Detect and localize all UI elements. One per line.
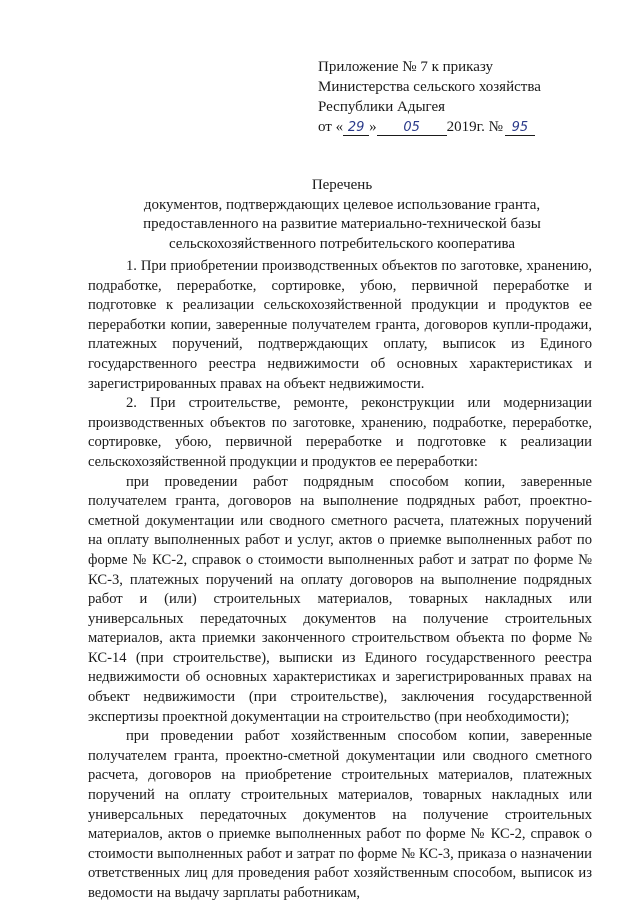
paragraph-2: 2. При строительстве, ремонте, реконструкции или модернизации производственных объектов по заготовке, хранению, подработке, переработке, сортировке, убою, первичной переработке и подготовке к реализации сельскохозяйственной продукции и продуктов ее переработки: [88, 395, 592, 470]
order-date-line [318, 117, 618, 137]
title-line-3: сельскохозяйственного потребительского кооператива [168, 235, 516, 252]
paragraph-contract-method: при проведении работ подрядным способом копии, заверенные получателем гранта, договоров на выполнение подрядных работ, проектно-сметной документации или сводного сметного расчета, платежных поручений на оплату выполненных работ и услуг, актов о приемке выполненных работ по форме № КС-2, справок о стоимости выполненных работ и затрат по форме № КС-3, платежных поручений на оплату договоров на выполнение подрядных работ и (или) строительных материалов, товарных накладных или универсальных передаточных документов на получение строительных материалов, акта приемки законченного строительством объекта по форме № КС-14 (при строительстве), выписки из Единого государственного реестра недвижимости об основных характеристиках и зарегистрированных правах на объект недвижимости (при строительстве), заключения государственной экспертизы проектной документации на строительство (при необходимости); [88, 473, 592, 725]
document-body [88, 257, 592, 904]
paragraph-economic-method: при проведении работ хозяйственным способом копии, заверенные получателем гранта, проектно-сметной документации или сводного сметного расчета, договоров на приобретение строительных материалов, платежных поручений на оплату строительных материалов, товарных накладных или универсальных передаточных документов на получение строительных материалов, актов о приемке выполненных работ по форме № КС-2, справок о стоимости выполненных работ и затрат по форме № КС-3, приказа о назначении ответственных лиц для проведения работ хозяйственным способом, выписок из ведомости на выдачу зарплаты работникам, [88, 728, 592, 901]
paragraph-1: 1. При приобретении производственных объектов по заготовке, хранению, подработке, переработке, сортировке, убою, первичной переработке и подготовке к реализации сельскохозяйственной продукции и продуктов ее переработки копии, заверенные получателем гранта, договоров купли-продажи, платежных поручений, подтверждающих оплату, выписок из Единого государственного реестра недвижимости об основных характеристиках и зарегистрированных правах на объект недвижимости. [88, 258, 592, 392]
date-month: 05 [377, 121, 447, 136]
appendix-line-1: Приложение № 7 к приказу [318, 59, 493, 75]
document-title [90, 176, 594, 254]
appendix-line-3: Республики Адыгея [318, 99, 446, 115]
date-year: 2019г. № [446, 119, 503, 135]
title-line-1: документов, подтверждающих целевое использование гранта, [143, 196, 541, 213]
date-mid: » [369, 119, 377, 135]
appendix-line-2: Министерства сельского хозяйства [318, 79, 541, 95]
title-line-2: предоставленного на развитие материально-технической базы [143, 216, 541, 232]
title-heading: Перечень [311, 177, 373, 193]
appendix-header [318, 57, 618, 137]
date-day: 29 [343, 121, 369, 136]
date-prefix: от « [318, 119, 344, 135]
order-number: 95 [505, 121, 535, 136]
